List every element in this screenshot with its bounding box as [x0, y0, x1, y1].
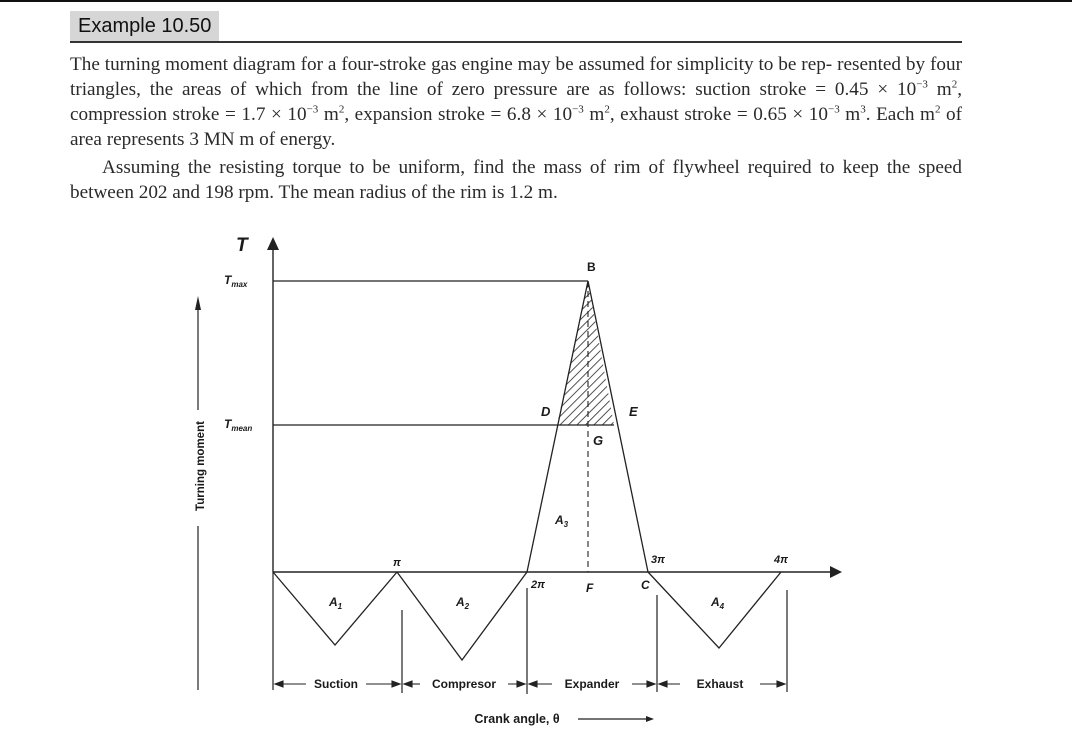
- point-b-label: B: [587, 260, 596, 274]
- point-g-label: G: [593, 433, 604, 448]
- triangle-a4: [648, 572, 781, 648]
- x-axis-label: Crank angle, θ: [474, 712, 560, 726]
- area-a3-label: $A_3$: [555, 513, 569, 529]
- point-d-label: D: [541, 404, 551, 419]
- stroke-suction-label: Suction: [314, 677, 358, 691]
- stroke-expander-label: Expander: [564, 677, 620, 691]
- area-a4-label: $A_4$: [711, 595, 725, 611]
- triangle-a2: [397, 572, 527, 660]
- y-axis-label: T: [236, 235, 248, 256]
- area-a2-label: $A_2$: [456, 595, 470, 611]
- point-f-label: F: [586, 581, 594, 595]
- y-axis-arrow-icon: [267, 237, 279, 250]
- point-c-label: C: [641, 578, 650, 592]
- point-e-label: E: [629, 404, 638, 419]
- example-title: Example 10.50: [70, 11, 219, 41]
- t-max-label: $T_{max}$: [224, 273, 248, 289]
- turning-moment-label: Turning moment: [195, 421, 207, 511]
- problem-statement: The turning moment diagram for a four-stroke gas engine may be assumed for simplicity to be rep- resented by four triangles, the areas of which from the line of zero pressure are as follows: suction stroke = $0.45 \times 10^{-3}$ $m^2$, compression stroke = $1.7 \times 10^{-3}$ $m^2$, expansion stroke = $6.8 \times 10^{-3}$ $m^2$, exhaust stroke = $0.65 \times 10^{-3}$ $m^3$. Each $m^2$ of area represents 3 MN m of energy.: [70, 54, 963, 150]
- tick-3pi: 3π: [651, 554, 665, 566]
- problem-question: Assuming the resisting torque to be uniform, find the mass of rim of flywheel required to keep the speed between 202 and 198 rpm. The mean radius of the rim is 1.2 m.: [70, 157, 962, 203]
- tick-pi: π: [393, 557, 401, 569]
- hatched-excess-area: [557, 281, 614, 425]
- tick-2pi: 2π: [531, 579, 545, 591]
- stroke-exhaust-label: Exhaust: [696, 677, 744, 691]
- turning-moment-arrow-icon: [195, 296, 201, 310]
- area-a1-label: $A_1$: [329, 595, 343, 611]
- tick-4pi: 4π: [774, 554, 788, 566]
- t-mean-label: $T_{mean}$: [224, 417, 253, 433]
- crank-angle-arrow-icon: [646, 716, 654, 722]
- x-axis-arrow-icon: [830, 566, 842, 578]
- stroke-compresor-label: Compresor: [431, 677, 497, 691]
